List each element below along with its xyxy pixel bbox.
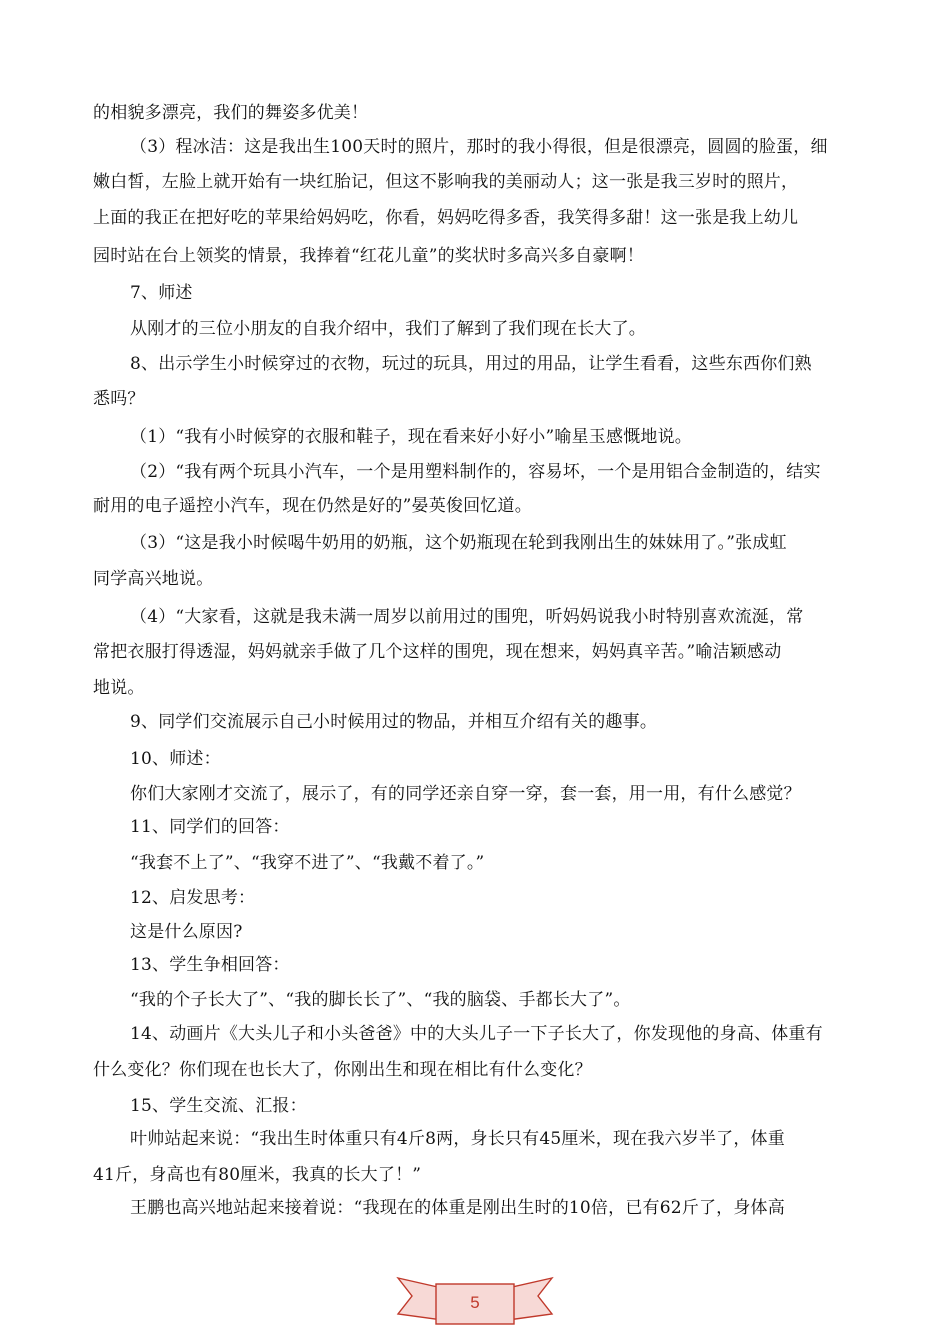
text-line: 王鹏也高兴地站起来接着说：“我现在的体重是刚出生时的10倍，已有62斤了，身体高 — [130, 1198, 785, 1218]
section-heading: 15、学生交流、汇报： — [130, 1096, 307, 1116]
text-line: 这是什么原因? — [130, 922, 243, 942]
section-heading: 10、师述： — [130, 749, 221, 769]
section-heading: 14、动画片《大头儿子和小头爸爸》中的大头儿子一下子长大了，你发现他的身高、体重有 — [130, 1024, 823, 1044]
text-line: 什么变化？你们现在也长大了，你刚出生和现在相比有什么变化？ — [93, 1060, 592, 1080]
text-line: （3）“这是我小时候喝牛奶用的奶瓶，这个奶瓶现在轮到我刚出生的妹妹用了。”张成虹 — [130, 533, 787, 553]
text-line: （3）程冰洁：这是我出生100天时的照片，那时的我小得很，但是很漂亮，圆圆的脸蛋，细 — [130, 137, 828, 157]
section-heading: 11、同学们的回答： — [130, 817, 290, 837]
text-line: 上面的我正在把好吃的苹果给妈妈吃，你看，妈妈吃得多香，我笑得多甜！这一张是我上幼儿 — [93, 208, 799, 228]
text-line: 嫩白皙，左脸上就开始有一块红胎记，但这不影响我的美丽动人；这一张是我三岁时的照片， — [93, 172, 799, 192]
text-line: “我套不上了”、“我穿不进了”、“我戴不着了。” — [130, 853, 485, 873]
section-heading: 7、师述 — [130, 283, 193, 303]
text-line: 的相貌多漂亮，我们的舞姿多优美！ — [93, 103, 369, 123]
text-line: 地说。 — [93, 678, 145, 698]
text-line: 同学高兴地说。 — [93, 569, 214, 589]
text-line: 常把衣服打得透湿，妈妈就亲手做了几个这样的围兜，现在想来，妈妈真辛苦。”喻洁颖感动 — [93, 642, 782, 662]
section-heading: 8、出示学生小时候穿过的衣物，玩过的玩具，用过的用品，让学生看看，这些东西你们熟 — [130, 354, 812, 374]
text-line: “我的个子长大了”、“我的脚长长了”、“我的脑袋、手都长大了”。 — [130, 990, 631, 1010]
section-heading: 12、启发思考： — [130, 888, 256, 908]
text-line: （1）“我有小时候穿的衣服和鞋子，现在看来好小好小”喻星玉感慨地说。 — [130, 427, 692, 447]
text-line: 从刚才的三位小朋友的自我介绍中，我们了解到了我们现在长大了。 — [130, 319, 646, 339]
text-line: 园时站在台上领奖的情景，我捧着“红花儿童”的奖状时多高兴多自豪啊！ — [93, 246, 644, 266]
section-heading: 13、学生争相回答： — [130, 955, 290, 975]
text-line: 耐用的电子遥控小汽车，现在仍然是好的”晏英俊回忆道。 — [93, 496, 532, 516]
page-footer — [390, 1268, 560, 1332]
page-number: 5 — [470, 1293, 480, 1312]
text-line: （2）“我有两个玩具小汽车，一个是用塑料制作的，容易坏，一个是用铝合金制造的，结实 — [130, 462, 821, 482]
text-line: 悉吗？ — [93, 389, 145, 409]
text-line: 41斤，身高也有80厘米，我真的长大了！” — [93, 1165, 422, 1185]
text-line: 叶帅站起来说：“我出生时体重只有4斤8两，身长只有45厘米，现在我六岁半了，体重 — [130, 1129, 785, 1149]
text-line: （4）“大家看，这就是我未满一周岁以前用过的围兜，听妈妈说我小时特别喜欢流涎，常 — [130, 607, 804, 627]
text-line: 你们大家刚才交流了，展示了，有的同学还亲自穿一穿，套一套，用一用，有什么感觉？ — [130, 784, 801, 804]
section-heading: 9、同学们交流展示自己小时候用过的物品，并相互介绍有关的趣事。 — [130, 712, 658, 732]
